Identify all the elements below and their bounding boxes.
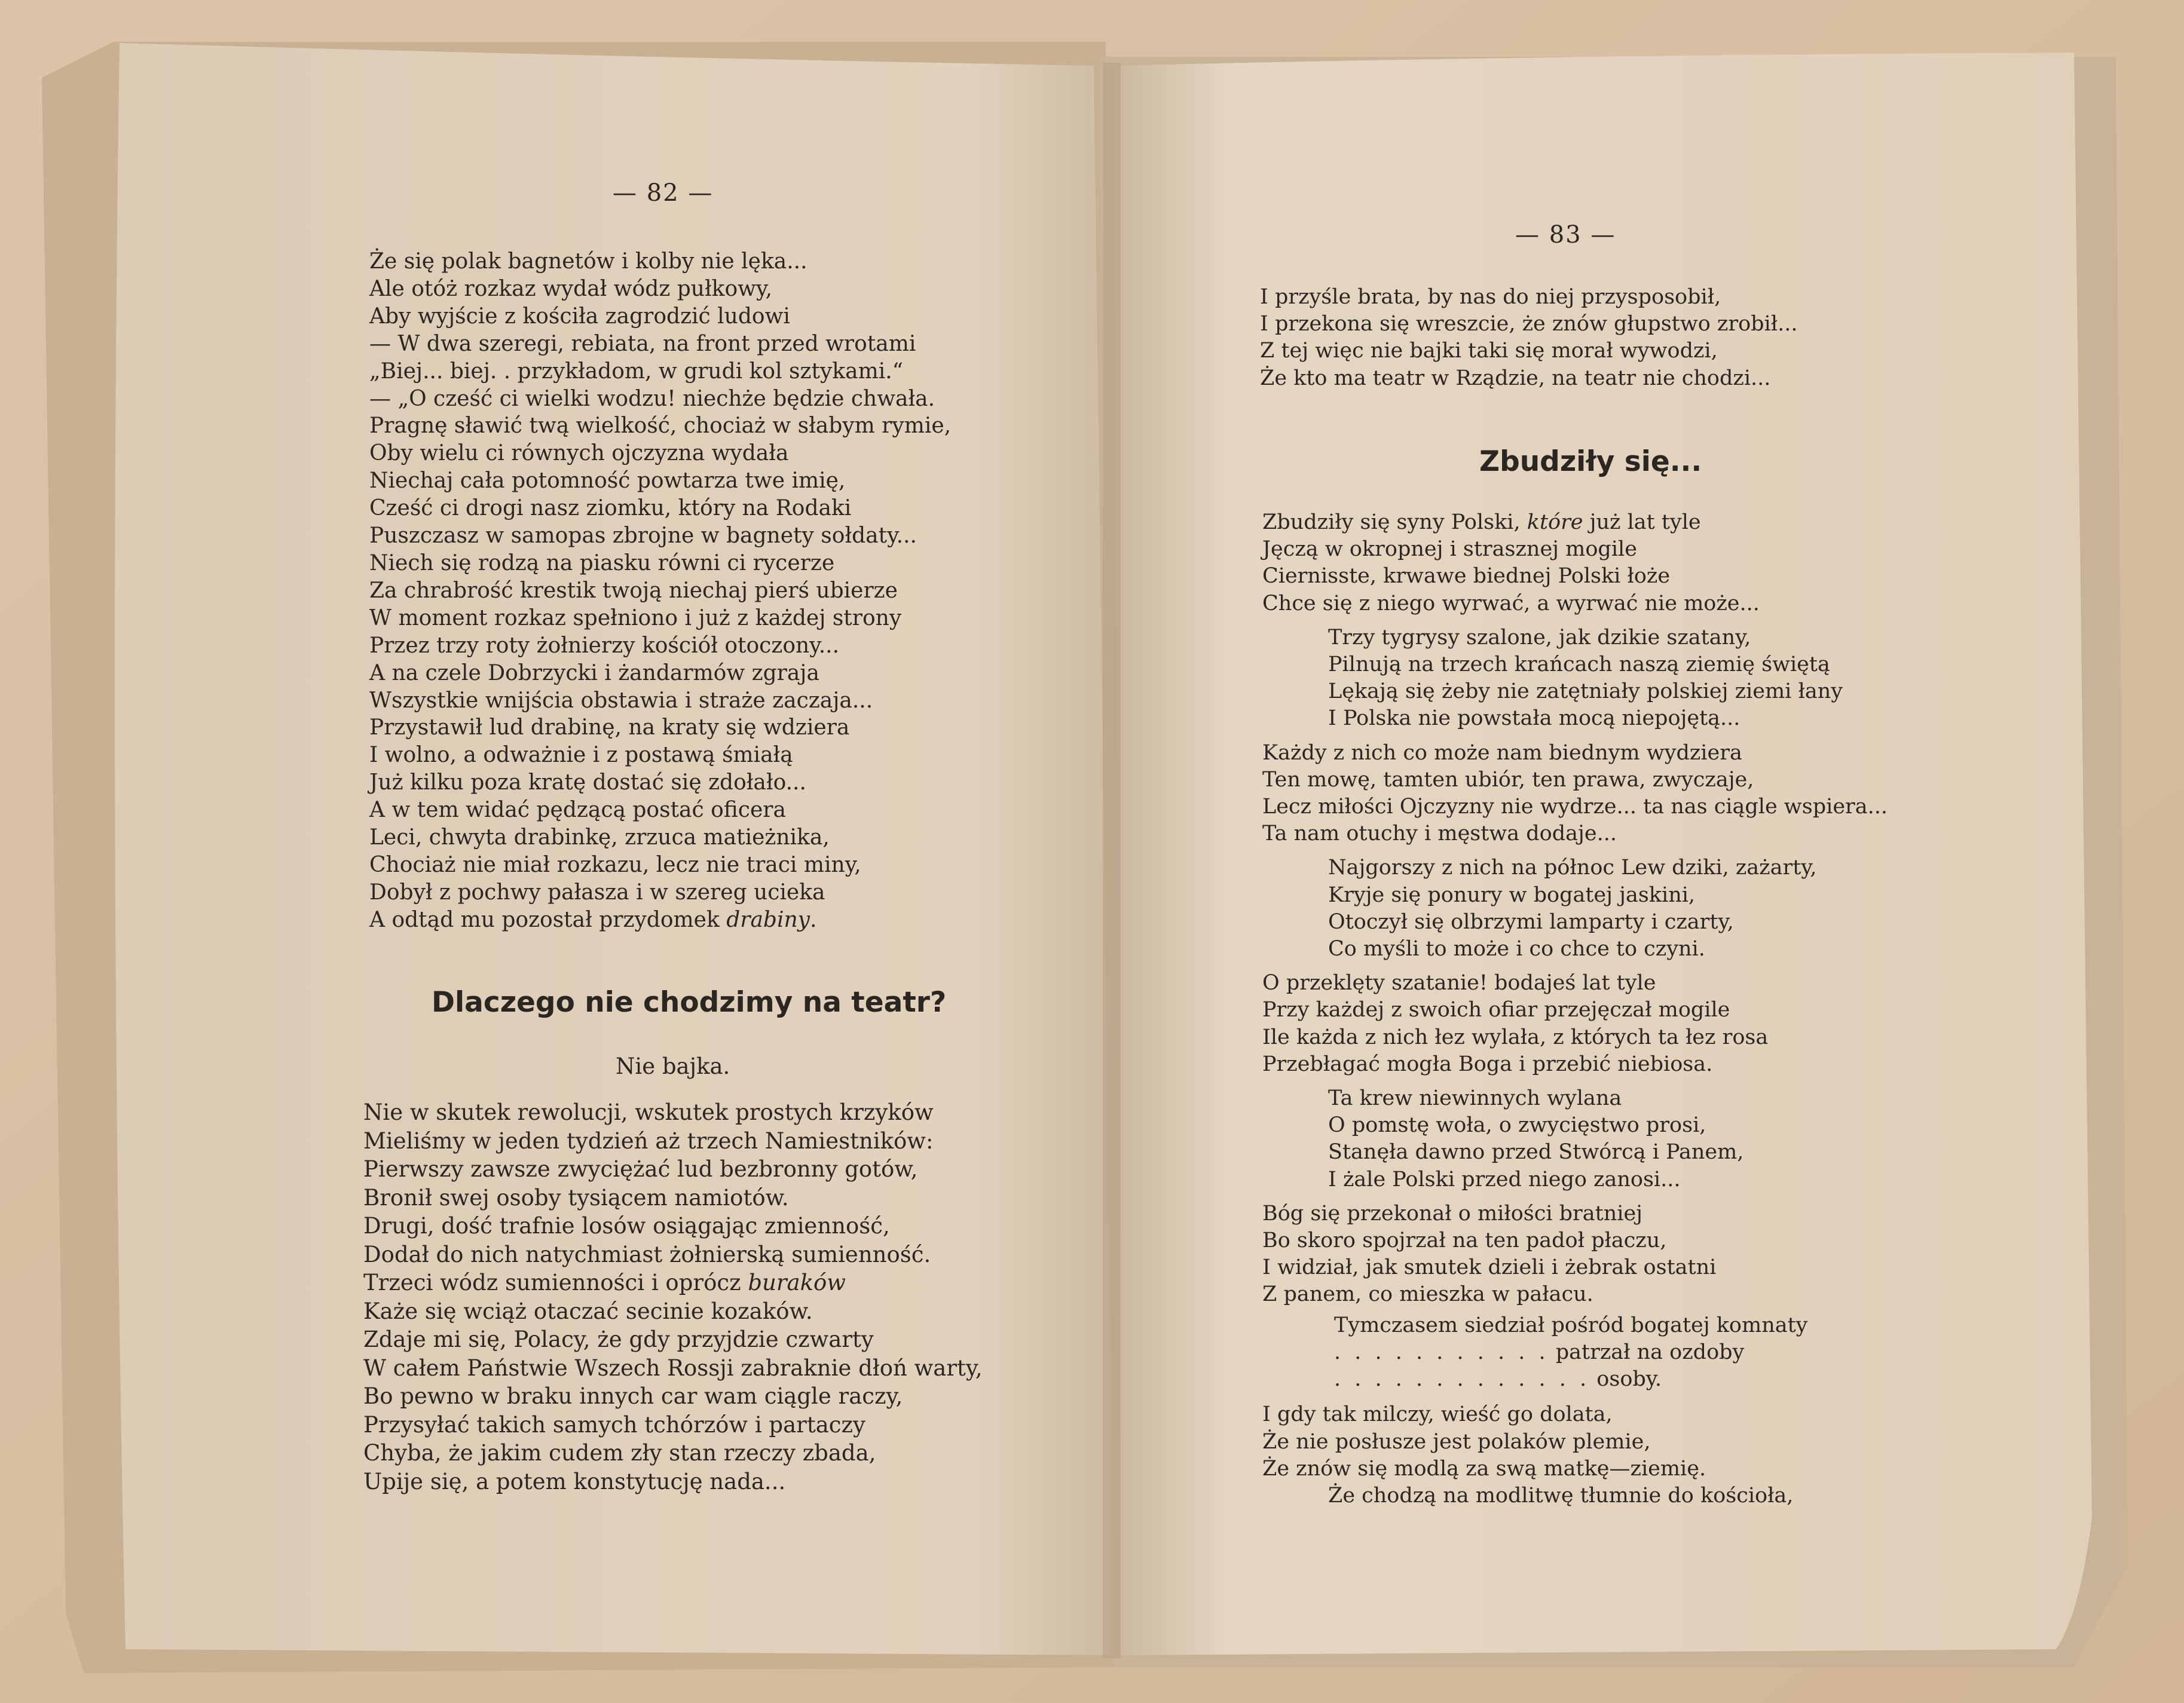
poem-line: Lecz miłości Ojczyzny nie wydrze... ta nas ciągle wspiera... — [1262, 795, 1888, 819]
poem-line: Kryje się ponury w bogatej jaskini, — [1328, 883, 1696, 907]
poem-line: Przystawił lud drabinę, na kraty się wdziera — [369, 715, 850, 740]
poem-line: Chyba, że jakim cudem zły stan rzeczy zbada, — [363, 1440, 876, 1466]
poem-line: Zdaje mi się, Polacy, że gdy przyjdzie czwarty — [363, 1327, 874, 1352]
poem-line: Lękają się żeby nie zatętniały polskiej ziemi łany — [1328, 679, 1843, 704]
section-title-zbudzily: Zbudziły się... — [1479, 445, 1702, 478]
poem-line: Stanęła dawno przed Stwórcą i Panem, — [1328, 1140, 1744, 1165]
poem-line: O pomstę woła, o zwycięstwo prosi, — [1328, 1113, 1706, 1138]
poem-line: Pierwszy zawsze zwyciężać lud bezbronny gotów, — [363, 1156, 918, 1182]
poem-line: Cześć ci drogi nasz ziomku, który na Rodaki — [369, 496, 852, 521]
left-top-poem — [369, 248, 1051, 934]
poem-line: A na czele Dobrzycki i żandarmów zgraja — [369, 660, 819, 685]
poem-line: — W dwa szeregi, rebiata, na front przed wrotami — [369, 331, 916, 356]
poem-line: Zbudziły się syny Polski, które już lat tyle — [1262, 510, 1701, 534]
poem-line: W całem Państwie Wszech Rossji zabraknie dłoń warty, — [363, 1355, 983, 1381]
poem-line: Dodał do nich natychmiast żołnierską sumienność. — [363, 1241, 931, 1267]
poem-line: Nie w skutek rewolucji, wskutek prostych krzyków — [363, 1099, 934, 1125]
poem-line: Ciernisste, krwawe biednej Polski łoże — [1262, 564, 1671, 589]
poem-line: Z panem, co mieszka w pałacu. — [1262, 1282, 1593, 1307]
poem-line: W moment rozkaz spełniono i już z każdej strony — [369, 605, 902, 630]
poem-line: „Biej... biej. . przykładom, w grudi kol sztykami.“ — [369, 359, 904, 384]
poem-line: Leci, chwyta drabinkę, zrzuca matieżnika, — [369, 825, 830, 850]
poem-line: Bronił swej osoby tysiącem namiotów. — [363, 1184, 789, 1211]
poem-line: Upije się, a potem konstytucję nada... — [363, 1468, 786, 1494]
poem-line: Najgorszy z nich na północ Lew dziki, zażarty, — [1328, 856, 1817, 880]
poem-line: Bo pewno w braku innych car wam ciągle raczy, — [363, 1383, 903, 1409]
poem-line: Że nie posłusze jest polaków plemie, — [1262, 1429, 1651, 1454]
poem-line: A odtąd mu pozostał przydomek drabiny. — [369, 907, 817, 932]
poem-line: Że chodzą na modlitwę tłumnie do kościoła, — [1328, 1483, 1794, 1508]
poem-line: Ile każda z nich łez wylała, z których ta łez rosa — [1262, 1025, 1769, 1049]
poem-line: Ta nam otuchy i męstwa dodaje... — [1262, 822, 1617, 846]
poem-line: I Polska nie powstała mocą niepojętą... — [1328, 706, 1741, 731]
poem-line: Przebłagać mogła Boga i przebić niebiosa. — [1262, 1052, 1713, 1076]
poem-line: Ale otóż rozkaz wydał wódz pułkowy, — [369, 276, 772, 301]
right-poems — [1262, 509, 2063, 1509]
gutter-shadow — [1103, 63, 1121, 1658]
poem-line: Wszystkie wnijścia obstawia i straże zaczaja... — [369, 688, 873, 713]
poem-line: Każdy z nich co może nam biednym wydziera — [1262, 740, 1742, 765]
poem-line: Bo skoro spojrzał na ten padoł płaczu, — [1262, 1229, 1667, 1253]
poem-line: Drugi, dość trafnie losów osiągając zmienność, — [363, 1213, 890, 1239]
poem-line: Za chrabrość krestik twoją niechaj pierś ubierze — [369, 578, 898, 603]
poem-line: Oby wielu ci równych ojczyzna wydała — [369, 441, 789, 466]
section-title-teatr: Dlaczego nie chodzimy na teatr? — [432, 986, 947, 1019]
poem-line: I przekona się wreszcie, że znów głupstwo zrobił... — [1260, 312, 1798, 336]
poem-line: Puszczasz w samopas zbrojne w bagnety sołdaty... — [369, 523, 917, 549]
poem-line: Z tej więc nie bajki taki się morał wywodzi, — [1260, 339, 1718, 363]
poem-line: Trzeci wódz sumienności i oprócz buraków — [363, 1270, 846, 1295]
poem-line: Przysyłać takich samych tchórzów i partaczy — [363, 1411, 865, 1438]
poem-line: Tymczasem siedział pośród bogatej komnaty — [1334, 1313, 1808, 1337]
poem-line: O przeklęty szatanie! bodajeś lat tyle — [1262, 971, 1656, 996]
poem-line: Niechaj cała potomność powtarza twe imię, — [369, 468, 846, 494]
poem-line: Chociaż nie miał rozkazu, lecz nie traci miny, — [369, 852, 861, 877]
poem-line: I żale Polski przed niego zanosi... — [1328, 1167, 1681, 1192]
poem-line: . . . . . . . . . . . . . osoby. — [1334, 1367, 1662, 1392]
poem-line: I wolno, a odważnie i z postawą śmiałą — [369, 743, 793, 768]
section-subtitle: Nie bajka. — [616, 1053, 730, 1079]
poem-line: Każe się wciąż otaczać secinie kozaków. — [363, 1298, 813, 1324]
poem-line: Aby wyjście z kościła zagrodzić ludowi — [369, 304, 790, 329]
poem-line: Niech się rodzą na piasku równi ci rycerze — [369, 550, 835, 575]
poem-line: I gdy tak milczy, wieść go dolata, — [1262, 1402, 1613, 1427]
poem-line: Jęczą w okropnej i strasznej mogile — [1262, 537, 1637, 562]
page-number-83: — 83 — — [1515, 221, 1616, 249]
poem-line: Chce się z niego wyrwać, a wyrwać nie może... — [1262, 591, 1760, 615]
poem-line: Bóg się przekonał o miłości bratniej — [1262, 1201, 1643, 1226]
page-number-82: — 82 — — [613, 179, 714, 207]
poem-line: I przyśle brata, by nas do niej przysposobił, — [1260, 285, 1721, 309]
poem-line: A w tem widać pędzącą postać oficera — [369, 798, 786, 823]
poem-line: Już kilku poza kratę dostać się zdołało... — [369, 770, 806, 795]
poem-line: Co myśli to może i co chce to czyni. — [1328, 937, 1705, 961]
left-poem2 — [363, 1098, 1057, 1496]
poem-line: Że znów się modlą za swą matkę—ziemię. — [1262, 1456, 1706, 1481]
poem-line: Otoczył się olbrzymi lamparty i czarty, — [1328, 909, 1734, 934]
poem-line: Przy każdej z swoich ofiar przejęczał mogile — [1262, 998, 1730, 1022]
poem-line: Dobył z pochwy pałasza i w szereg ucieka — [369, 880, 825, 905]
poem-line: Ten mowę, tamten ubiór, ten prawa, zwyczaje, — [1262, 767, 1754, 792]
poem-line: Trzy tygrysy szalone, jak dzikie szatany, — [1328, 625, 1751, 650]
poem-line: — „O cześć ci wielki wodzu! niechże będzie chwała. — [369, 386, 935, 411]
poem-line: Że się polak bagnetów i kolby nie lęka... — [369, 249, 807, 274]
poem-line: Przez trzy roty żołnierzy kościół otoczony... — [369, 633, 840, 658]
poem-line: I widział, jak smutek dzieli i żebrak ostatni — [1262, 1255, 1717, 1280]
poem-line: Ta krew niewinnych wylana — [1328, 1086, 1622, 1111]
poem-line: Pilnują na trzech krańcach naszą ziemię świętą — [1328, 653, 1830, 677]
right-top-poem — [1260, 284, 1797, 392]
poem-line: Mieliśmy w jeden tydzień aż trzech Namiestników: — [363, 1128, 934, 1154]
poem-line: Że kto ma teatr w Rządzie, na teatr nie chodzi... — [1260, 366, 1771, 390]
poem-line: . . . . . . . . . . . patrzał na ozdoby — [1334, 1340, 1745, 1364]
poem-line: Pragnę sławić twą wielkość, chociaż w słabym rymie, — [369, 414, 952, 439]
